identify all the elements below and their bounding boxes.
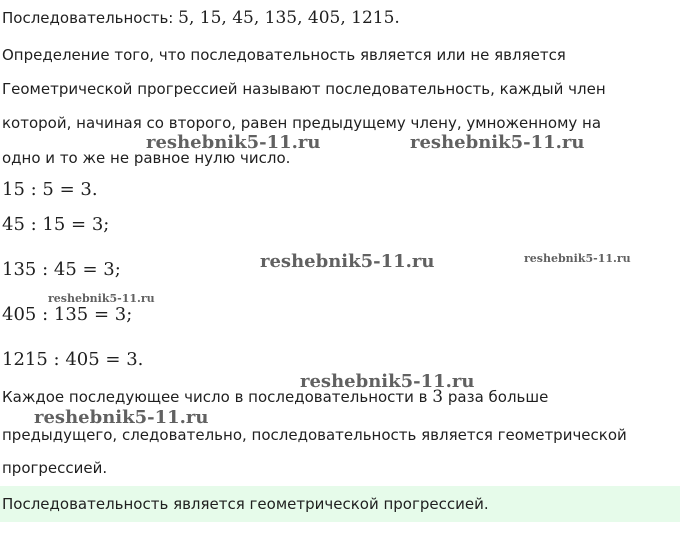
sequence-label: Последовательность: [2, 9, 174, 27]
equation-5: 1215 : 405 = 3. [2, 349, 144, 370]
equation-2: 45 : 15 = 3; [2, 214, 110, 235]
definition-line-1: Определение того, что последовательность является или не является [2, 46, 566, 64]
sequence-line [2, 8, 400, 28]
conclusion-text-start: Каждое последующее число в последовательности в [2, 388, 433, 406]
equation-4: 405 : 135 = 3; [2, 304, 133, 325]
sequence-values: 5, 15, 45, 135, 405, 1215. [178, 8, 400, 28]
definition-line-4: одно и то же не равное нулю число. [2, 149, 291, 167]
watermark: reshebnik5-11.ru [410, 132, 585, 153]
equation-3: 135 : 45 = 3; [2, 259, 121, 280]
watermark: reshebnik5-11.ru [146, 132, 321, 153]
equation-1: 15 : 5 = 3. [2, 179, 98, 200]
watermark: reshebnik5-11.ru [34, 407, 209, 428]
definition-line-2: Геометрической прогрессией называют последовательность, каждый член [2, 80, 606, 98]
conclusion-text-end: раза больше [443, 388, 549, 406]
conclusion-line-2: предыдущего, следовательно, последовательность является геометрической [2, 426, 627, 444]
conclusion-line-3: прогрессией. [2, 459, 108, 477]
answer-box [0, 486, 680, 522]
watermark: reshebnik5-11.ru [300, 371, 475, 392]
watermark: reshebnik5-11.ru [524, 252, 631, 265]
answer-text: Последовательность является геометрической прогрессией. [2, 495, 489, 513]
conclusion-number: 3 [432, 387, 444, 407]
definition-line-3: которой, начиная со второго, равен предыдущему члену, умноженному на [2, 114, 602, 132]
watermark: reshebnik5-11.ru [48, 292, 155, 305]
watermark: reshebnik5-11.ru [260, 251, 435, 272]
